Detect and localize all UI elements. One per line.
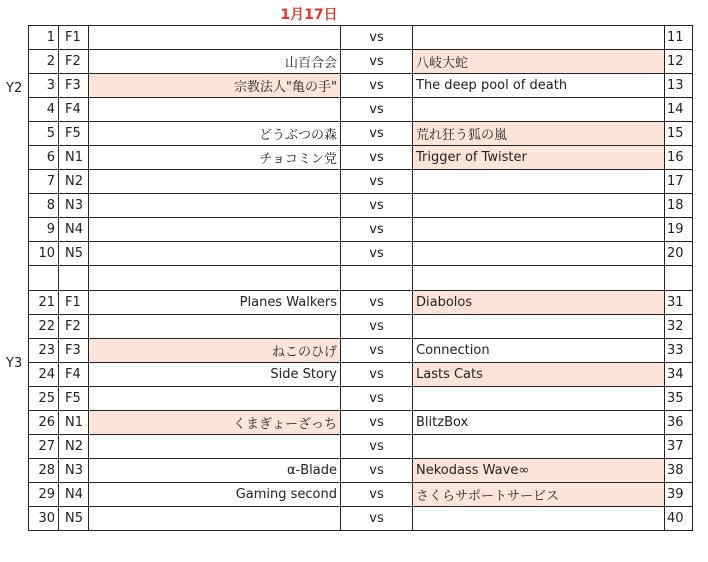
opponent-number: 13 — [665, 74, 693, 98]
empty-cell — [59, 266, 89, 291]
slot-code: N5 — [59, 242, 89, 266]
match-number: 2 — [29, 50, 59, 74]
home-team: ねこのひげ — [89, 339, 341, 363]
opponent-number: 36 — [665, 411, 693, 435]
match-number: 26 — [29, 411, 59, 435]
away-team — [413, 98, 665, 122]
match-number: 6 — [29, 146, 59, 170]
opponent-number: 37 — [665, 435, 693, 459]
match-number: 21 — [29, 291, 59, 315]
match-number: 3 — [29, 74, 59, 98]
vs-label: vs — [341, 315, 413, 339]
match-number: 9 — [29, 218, 59, 242]
match-number: 28 — [29, 459, 59, 483]
slot-code: N1 — [59, 411, 89, 435]
home-team: チョコミン党 — [89, 146, 341, 170]
match-number: 8 — [29, 194, 59, 218]
away-team — [413, 435, 665, 459]
vs-label: vs — [341, 146, 413, 170]
match-row — [29, 122, 693, 146]
match-row — [29, 507, 693, 531]
opponent-number: 12 — [665, 50, 693, 74]
opponent-number: 39 — [665, 483, 693, 507]
home-team: Planes Walkers — [89, 291, 341, 315]
match-row — [29, 411, 693, 435]
home-team: 宗教法人"亀の手" — [89, 74, 341, 98]
match-row — [29, 363, 693, 387]
home-team: α-Blade — [89, 459, 341, 483]
opponent-number: 31 — [665, 291, 693, 315]
opponent-number: 14 — [665, 98, 693, 122]
slot-code: F2 — [59, 315, 89, 339]
match-number: 23 — [29, 339, 59, 363]
vs-label: vs — [341, 507, 413, 531]
away-team: 荒れ狂う狐の嵐 — [413, 122, 665, 146]
opponent-number: 20 — [665, 242, 693, 266]
away-team: Trigger of Twister — [413, 146, 665, 170]
match-row — [29, 26, 693, 50]
slot-code: N1 — [59, 146, 89, 170]
away-team — [413, 315, 665, 339]
vs-label: vs — [341, 242, 413, 266]
away-team: 八岐大蛇 — [413, 50, 665, 74]
opponent-number: 33 — [665, 339, 693, 363]
home-team: Side Story — [89, 363, 341, 387]
slot-code: N2 — [59, 170, 89, 194]
vs-label: vs — [341, 218, 413, 242]
vs-label: vs — [341, 26, 413, 50]
opponent-number: 40 — [665, 507, 693, 531]
vs-label: vs — [341, 483, 413, 507]
home-team — [89, 194, 341, 218]
match-number: 27 — [29, 435, 59, 459]
match-number: 4 — [29, 98, 59, 122]
match-row — [29, 459, 693, 483]
empty-cell — [89, 266, 341, 291]
match-row — [29, 194, 693, 218]
slot-code: F2 — [59, 50, 89, 74]
slot-code: F5 — [59, 122, 89, 146]
home-team — [89, 98, 341, 122]
slot-code: N2 — [59, 435, 89, 459]
vs-label: vs — [341, 363, 413, 387]
opponent-number: 19 — [665, 218, 693, 242]
slot-code: F3 — [59, 339, 89, 363]
away-team: The deep pool of death — [413, 74, 665, 98]
vs-label: vs — [341, 411, 413, 435]
opponent-number: 17 — [665, 170, 693, 194]
match-row — [29, 74, 693, 98]
away-team — [413, 170, 665, 194]
opponent-number: 16 — [665, 146, 693, 170]
slot-code: N3 — [59, 194, 89, 218]
vs-label: vs — [341, 50, 413, 74]
match-number: 29 — [29, 483, 59, 507]
vs-label: vs — [341, 387, 413, 411]
slot-code: F1 — [59, 26, 89, 50]
slot-code: F4 — [59, 363, 89, 387]
match-number: 10 — [29, 242, 59, 266]
vs-label: vs — [341, 435, 413, 459]
empty-cell — [341, 266, 413, 291]
slot-code: F5 — [59, 387, 89, 411]
away-team — [413, 26, 665, 50]
match-row — [29, 387, 693, 411]
away-team: Lasts Cats — [413, 363, 665, 387]
opponent-number: 34 — [665, 363, 693, 387]
group-label-y2: Y2 — [6, 81, 23, 96]
away-team — [413, 218, 665, 242]
match-row — [29, 315, 693, 339]
match-row — [29, 50, 693, 74]
match-row — [29, 483, 693, 507]
home-team — [89, 26, 341, 50]
home-team — [89, 315, 341, 339]
vs-label: vs — [341, 170, 413, 194]
home-team: 山百合会 — [89, 50, 341, 74]
home-team — [89, 242, 341, 266]
match-row — [29, 146, 693, 170]
opponent-number: 35 — [665, 387, 693, 411]
match-row — [29, 242, 693, 266]
home-team: くまぎょーざっち — [89, 411, 341, 435]
vs-label: vs — [341, 459, 413, 483]
match-number: 7 — [29, 170, 59, 194]
match-row — [29, 218, 693, 242]
vs-label: vs — [341, 194, 413, 218]
home-team — [89, 387, 341, 411]
home-team: Gaming second — [89, 483, 341, 507]
match-row — [29, 291, 693, 315]
home-team — [89, 170, 341, 194]
opponent-number: 32 — [665, 315, 693, 339]
vs-label: vs — [341, 339, 413, 363]
group-separator-row — [29, 266, 693, 291]
away-team: さくらサポートサービス — [413, 483, 665, 507]
away-team: BlitzBox — [413, 411, 665, 435]
home-team — [89, 435, 341, 459]
empty-cell — [29, 266, 59, 291]
vs-label: vs — [341, 98, 413, 122]
opponent-number: 18 — [665, 194, 693, 218]
away-team: Diabolos — [413, 291, 665, 315]
match-number: 5 — [29, 122, 59, 146]
match-number: 30 — [29, 507, 59, 531]
home-team — [89, 507, 341, 531]
home-team: どうぶつの森 — [89, 122, 341, 146]
match-number: 22 — [29, 315, 59, 339]
away-team — [413, 242, 665, 266]
slot-code: F1 — [59, 291, 89, 315]
schedule-table — [28, 25, 693, 531]
match-row — [29, 98, 693, 122]
vs-label: vs — [341, 122, 413, 146]
match-number: 1 — [29, 26, 59, 50]
away-team: Nekodass Wave∞ — [413, 459, 665, 483]
opponent-number: 15 — [665, 122, 693, 146]
away-team — [413, 387, 665, 411]
slot-code: N5 — [59, 507, 89, 531]
match-number: 24 — [29, 363, 59, 387]
home-team — [89, 218, 341, 242]
vs-label: vs — [341, 74, 413, 98]
away-team — [413, 194, 665, 218]
slot-code: N3 — [59, 459, 89, 483]
group-label-y3: Y3 — [6, 356, 23, 371]
match-row — [29, 339, 693, 363]
slot-code: N4 — [59, 483, 89, 507]
opponent-number: 11 — [665, 26, 693, 50]
match-row — [29, 435, 693, 459]
match-number: 25 — [29, 387, 59, 411]
vs-label: vs — [341, 291, 413, 315]
empty-cell — [665, 266, 693, 291]
slot-code: F4 — [59, 98, 89, 122]
opponent-number: 38 — [665, 459, 693, 483]
slot-code: N4 — [59, 218, 89, 242]
away-team — [413, 507, 665, 531]
match-row — [29, 170, 693, 194]
date-title: 1月17日 — [280, 7, 338, 23]
slot-code: F3 — [59, 74, 89, 98]
away-team: Connection — [413, 339, 665, 363]
empty-cell — [413, 266, 665, 291]
